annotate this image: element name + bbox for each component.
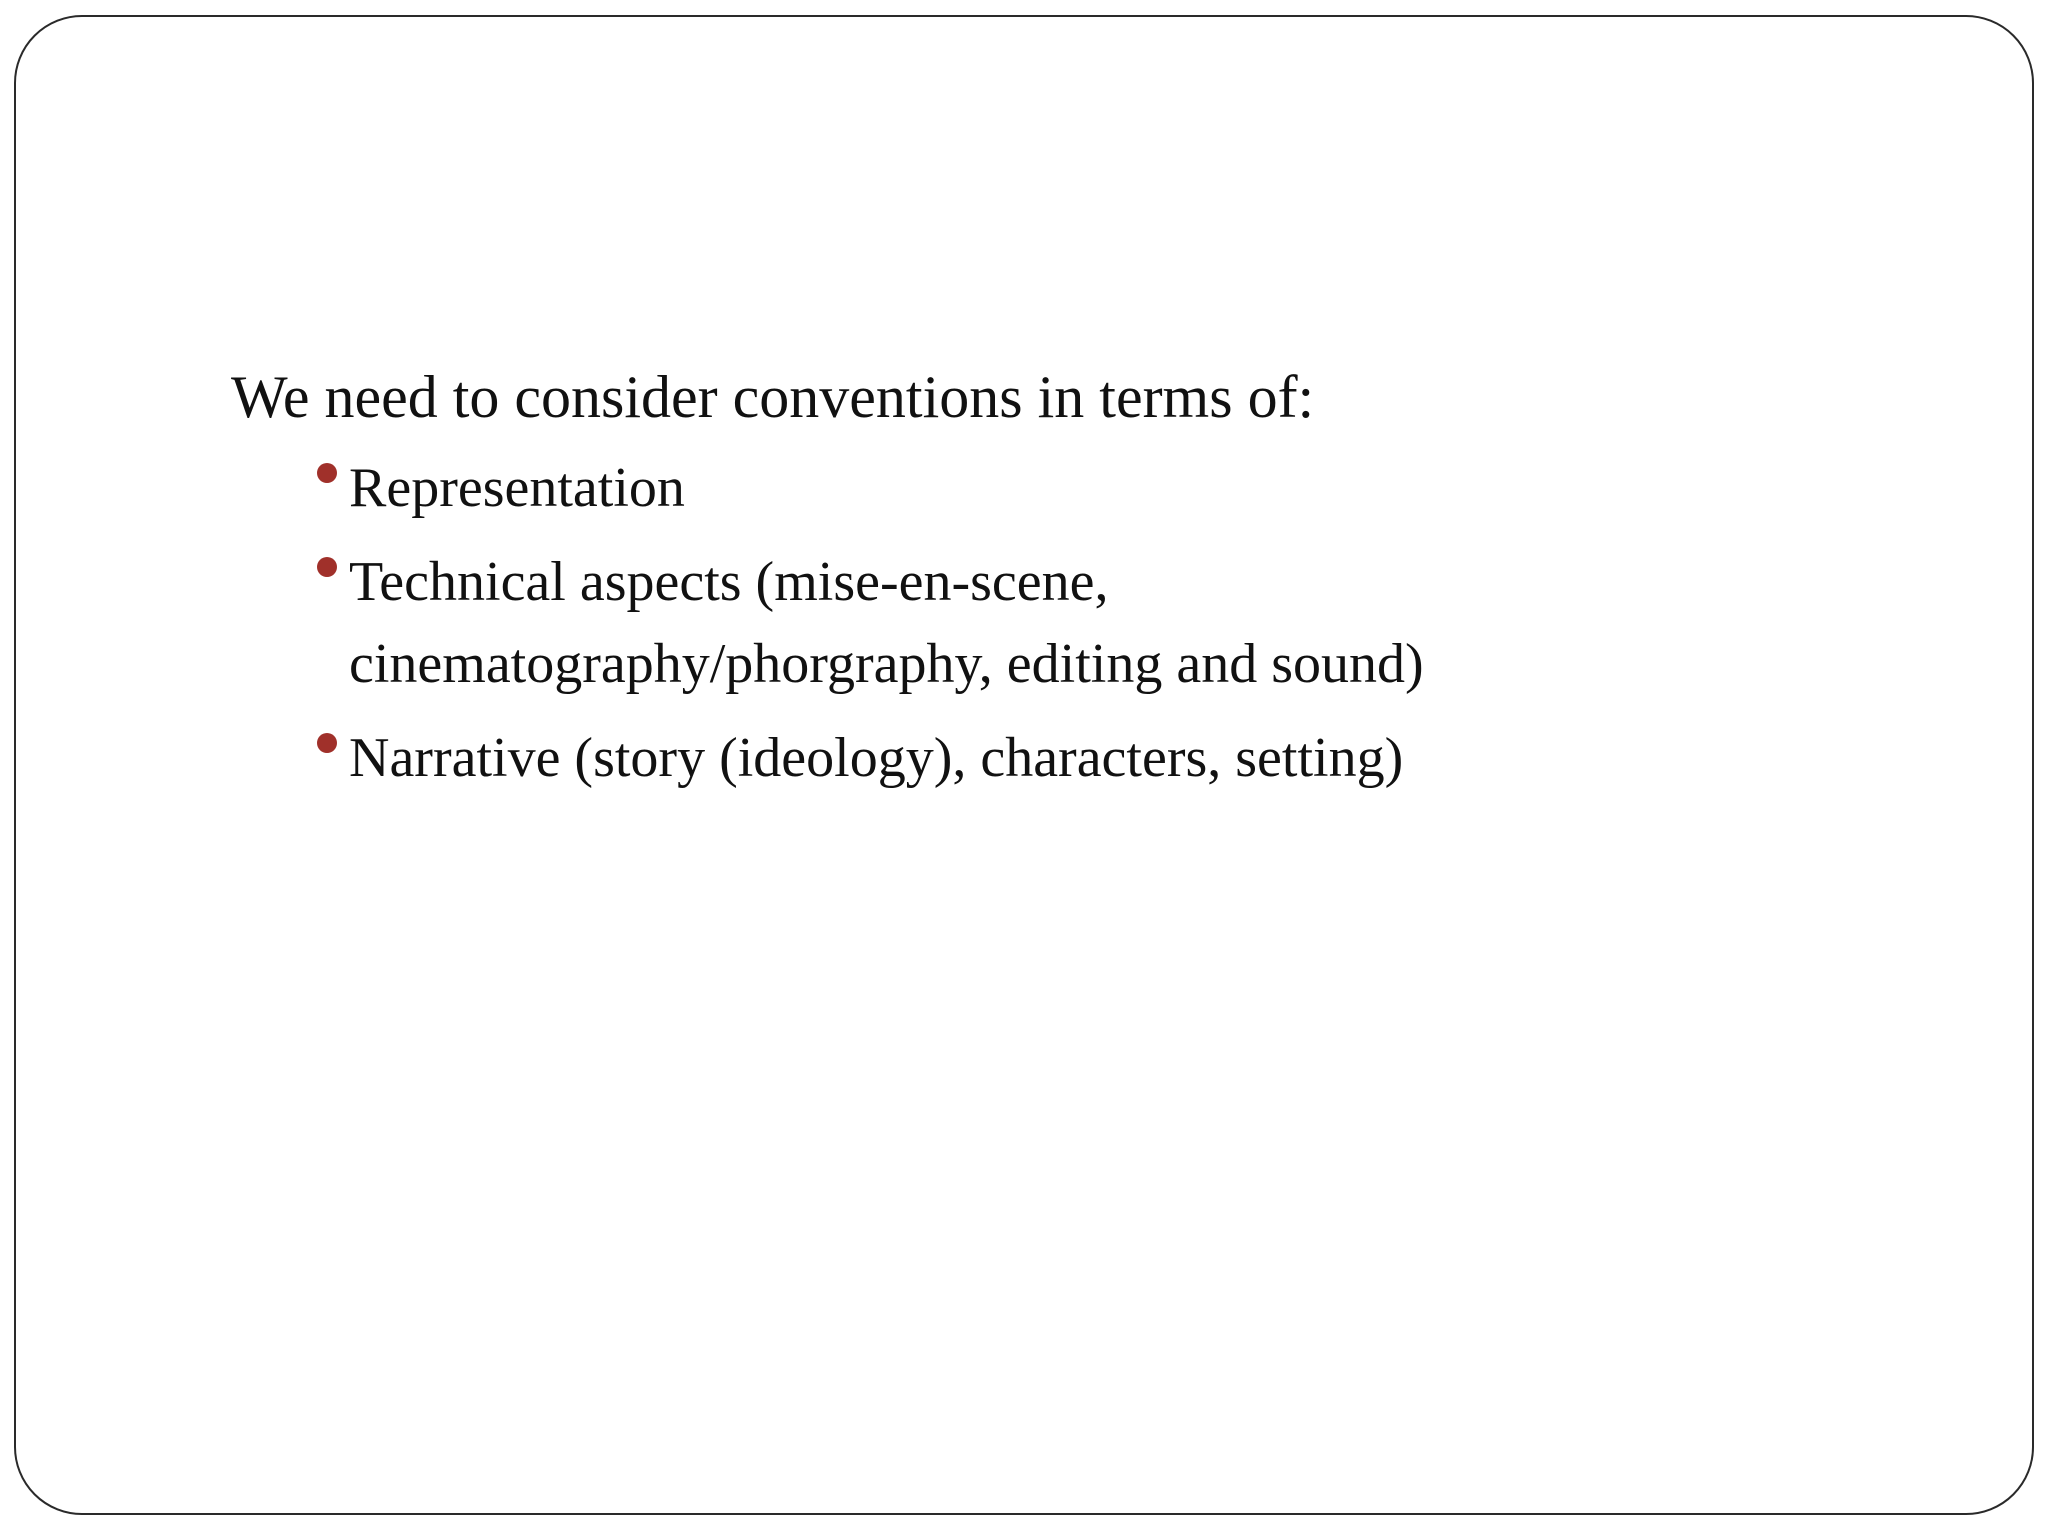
bullet-dot-icon	[317, 733, 337, 753]
bullet-text-continued: cinematography/phorgraphy, editing and sound)	[349, 633, 1424, 695]
bullet-text: Narrative (story (ideology), characters, setting)	[349, 727, 1404, 789]
bullet-list	[231, 447, 1991, 799]
bullet-dot-icon	[317, 463, 337, 483]
bullet-text: Technical aspects (mise-en-scene,	[349, 551, 1109, 613]
slide-body	[231, 357, 1991, 811]
bullet-item-narrative	[231, 717, 1991, 799]
slide-frame	[14, 15, 2034, 1515]
bullet-item-technical-aspects	[231, 541, 1991, 705]
lead-text: We need to consider conventions in terms of:	[231, 364, 1315, 430]
bullet-dot-icon	[317, 557, 337, 577]
bullet-text: Representation	[349, 457, 685, 519]
bullet-item-representation	[231, 447, 1991, 529]
